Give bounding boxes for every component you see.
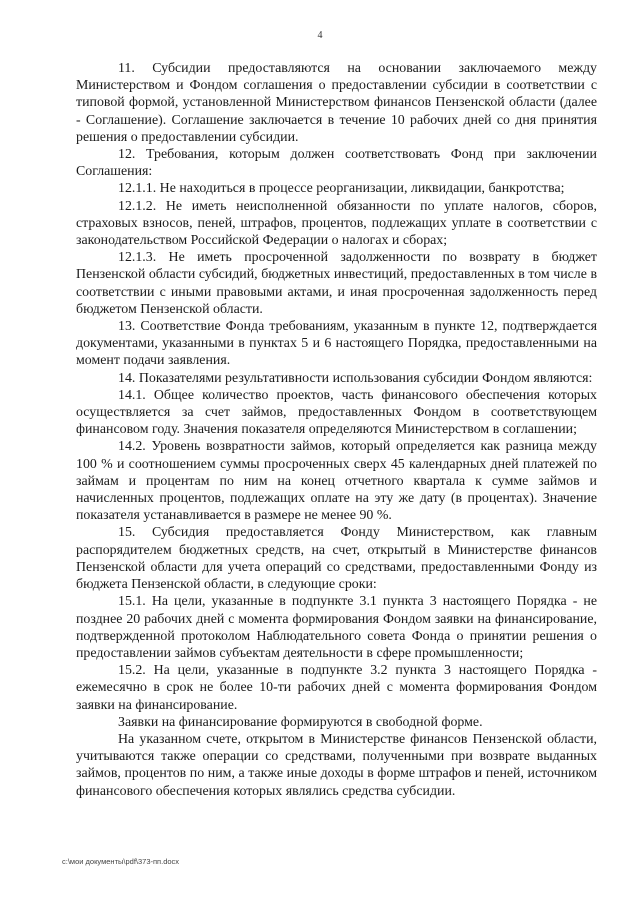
paragraph-15: 15. Субсидия предоставляется Фонду Министерством, как главным распорядителем бюджетных средств, на счет, открытый в Министерстве финансов Пензенской области для учета операций со средствами, предоставленными Фонду из бюджета Пензенской области, в следующие сроки: (76, 525, 597, 593)
paragraph-15-2: 15.2. На цели, указанные в подпункте 3.2 пункта 3 настоящего Порядка - ежемесячно в срок не более 10-ти рабочих дней с момента формирования Фондом заявки на финансирование. (76, 663, 597, 713)
page-number: 4 (317, 30, 323, 41)
paragraph-12-1-2: 12.1.2. Не иметь неисполненной обязанности по уплате налогов, сборов, страховых взносов, пеней, штрафов, процентов, подлежащих уплате в соответствии с законодательством Российской Федерации о налогах и сборах; (76, 198, 597, 249)
paragraph-account: На указанном счете, открытом в Министерстве финансов Пензенской области, учитываются также операции со средствами, полученными при возврате выданных займов, процентов по ним, а также иные доходы в форме штрафов и пеней, источником финансового обеспечения которых являлись средства субсидии. (76, 731, 597, 799)
footer-file-path: c:\мои документы\pdf\373-пп.docx (62, 857, 180, 866)
paragraph-12-1-1: 12.1.1. Не находиться в процессе реорганизации, ликвидации, банкротства; (118, 181, 565, 197)
paragraph-12: 12. Требования, которым должен соответствовать Фонд при заключении Соглашения: (76, 147, 597, 180)
paragraph-15-1: 15.1. На цели, указанные в подпункте 3.1 пункта 3 настоящего Порядка - не позднее 20 рабочих дней с момента формирования Фондом заявки на финансирование, подтвержденной протоколом Наблюдательного совета Фонда о принятии решения о предоставлении займов субъектам деятельности в сфере промышленности; (76, 594, 597, 661)
paragraph-14-2: 14.2. Уровень возвратности займов, который определяется как разница между 100 % и соотношением суммы просроченных сверх 45 календарных дней платежей по займам и процентам по ним на конец отчетного квартала к сумме займов и начисленных процентов, подлежащих оплате на эту же дату (в процентах). Значение показателя устанавливается в размере не менее 90 %. (76, 439, 597, 524)
paragraph-11: 11. Субсидии предоставляются на основании заключаемого между Министерством и Фондом соглашения о предоставлении субсидии в соответствии с типовой формой, установленной Министерством финансов Пензенской области (далее - Соглашение). Соглашение заключается в течение 10 рабочих дней со дня принятия решения о предоставлении субсидии. (76, 61, 597, 145)
document-body (76, 60, 597, 800)
paragraph-14: 14. Показателями результативности использования субсидии Фондом являются: (118, 370, 593, 386)
paragraph-13: 13. Соответствие Фонда требованиям, указанным в пункте 12, подтверждается документами, указанными в пунктах 5 и 6 настоящего Порядка, предоставленными на момент подачи заявления. (76, 319, 597, 369)
paragraph-14-1: 14.1. Общее количество проектов, часть финансового обеспечения которых осуществляется за счет займов, предоставленных Фондом в соответствующем финансовом году. Значения показателя определяются Министерством в соглашении; (76, 387, 597, 438)
paragraph-12-1-3: 12.1.3. Не иметь просроченной задолженности по возврату в бюджет Пензенской области субсидий, бюджетных инвестиций, предоставленных в том числе в соответствии с иными правовыми актами, и иная просроченная задолженность перед бюджетом Пензенской области. (76, 250, 597, 317)
paragraph-applications: Заявки на финансирование формируются в свободной форме. (118, 714, 483, 730)
